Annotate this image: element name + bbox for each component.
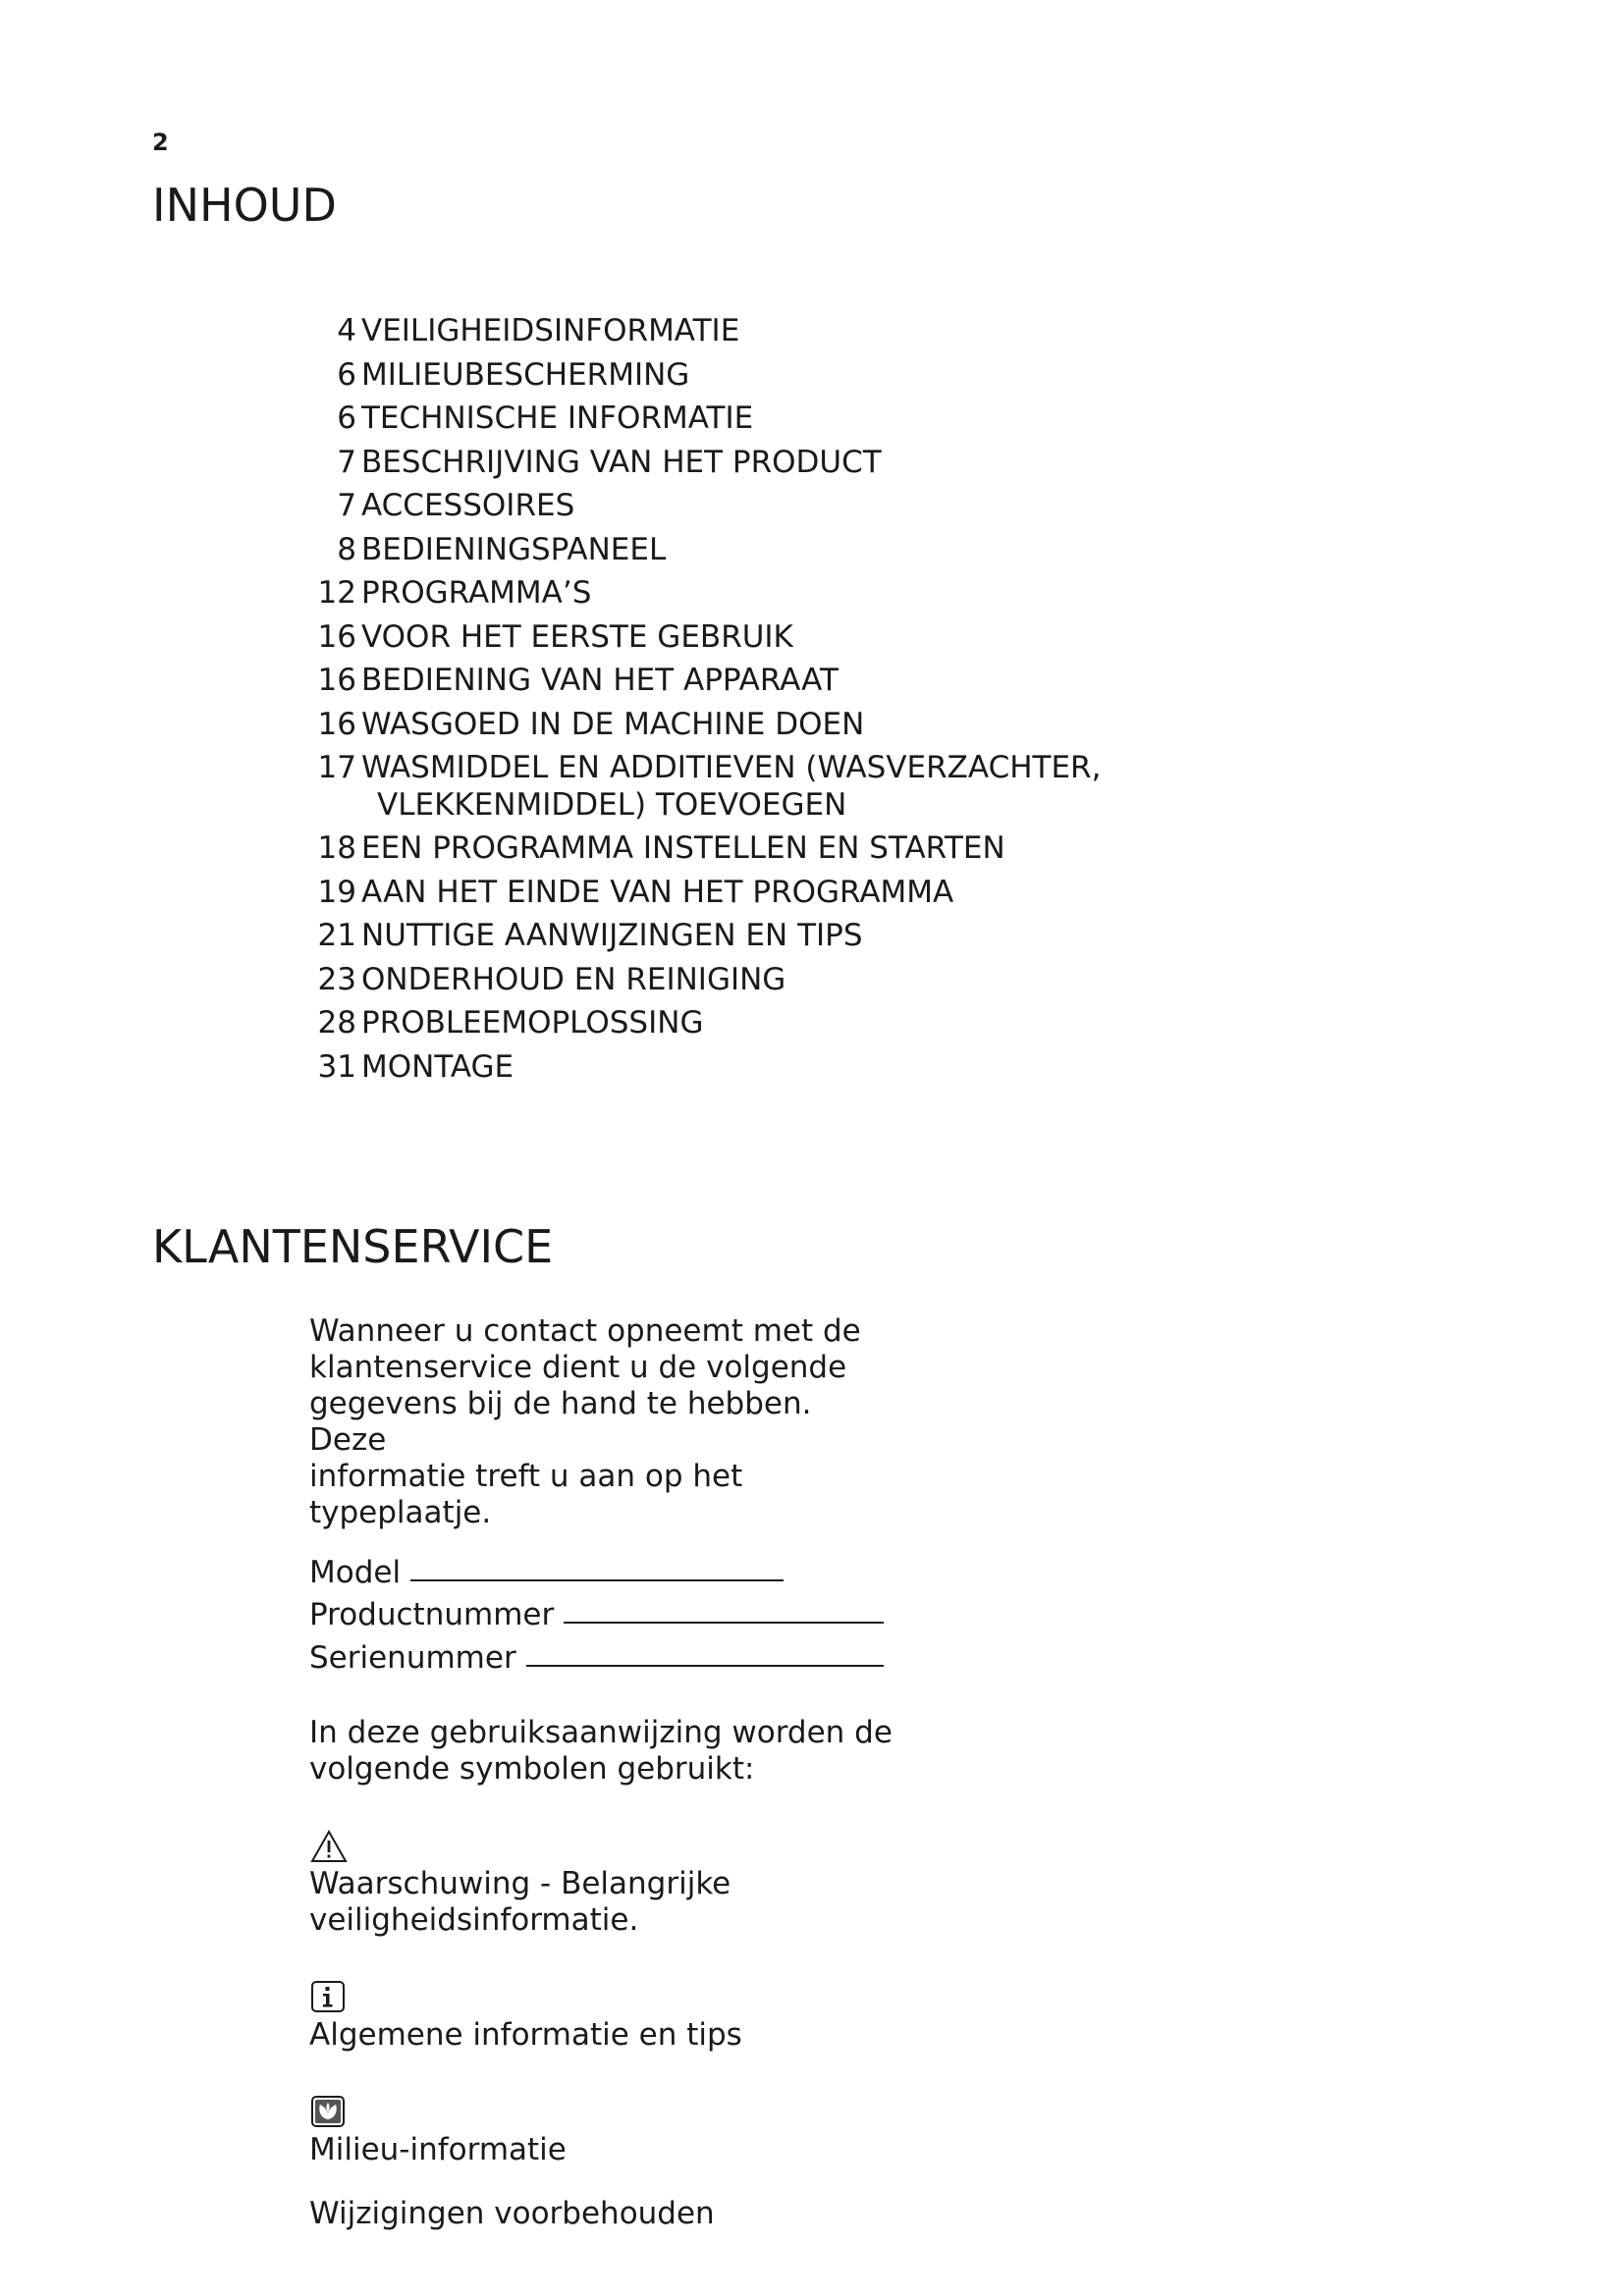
product-fields bbox=[309, 1547, 884, 1676]
klantenservice-section bbox=[309, 1313, 918, 2232]
productnummer-fill-line bbox=[564, 1622, 884, 1624]
toc-page-number: 23 bbox=[317, 961, 356, 997]
info-symbol-block bbox=[309, 1980, 918, 2054]
intro-line: typeplaatje. bbox=[309, 1495, 492, 1530]
toc-page-number: 19 bbox=[317, 874, 356, 910]
environment-leaf-icon bbox=[309, 2095, 349, 2130]
toc-title: TECHNISCHE INFORMATIE bbox=[361, 400, 754, 436]
info-text-line: Algemene informatie en tips bbox=[309, 2016, 742, 2053]
toc-page-number: 16 bbox=[317, 706, 356, 742]
intro-line: gegevens bij de hand te hebben. Deze bbox=[309, 1386, 812, 1458]
toc-page-number: 6 bbox=[337, 400, 356, 436]
toc-title: PROBLEEMOPLOSSING bbox=[361, 1005, 704, 1041]
intro-line: klantenservice dient u de volgende bbox=[309, 1350, 847, 1385]
toc-entry[interactable] bbox=[311, 917, 1195, 961]
toc-title: AAN HET EINDE VAN HET PROGRAMMA bbox=[361, 874, 954, 910]
toc-title: EEN PROGRAMMA INSTELLEN EN STARTEN bbox=[361, 830, 1005, 866]
environment-symbol-block bbox=[309, 2095, 918, 2168]
environment-text-line: Milieu-informatie bbox=[309, 2131, 567, 2167]
symbols-intro-line: volgende symbolen gebruikt: bbox=[309, 1750, 755, 1787]
toc-title: VEILIGHEIDSINFORMATIE bbox=[361, 313, 740, 348]
toc-entry[interactable] bbox=[311, 444, 1195, 488]
footer-note-block bbox=[309, 2196, 918, 2232]
toc-page-number: 28 bbox=[317, 1005, 356, 1041]
toc-entry[interactable] bbox=[311, 1004, 1195, 1048]
toc-entry[interactable] bbox=[311, 874, 1195, 918]
intro-line: informatie treft u aan op het bbox=[309, 1459, 743, 1494]
toc-heading: INHOUD bbox=[152, 179, 337, 232]
toc-page-number: 4 bbox=[337, 313, 356, 348]
serienummer-fill-line bbox=[526, 1665, 884, 1667]
toc-title: MILIEUBESCHERMING bbox=[361, 356, 690, 393]
toc-entry[interactable] bbox=[311, 356, 1195, 400]
toc-title: BEDIENINGSPANEEL bbox=[361, 531, 667, 567]
toc-title: ACCESSOIRES bbox=[361, 488, 575, 523]
toc-title: VOOR HET EERSTE GEBRUIK bbox=[361, 618, 793, 655]
model-field bbox=[309, 1547, 884, 1590]
toc-title bbox=[356, 749, 1101, 829]
intro-line: Wanneer u contact opneemt met de bbox=[309, 1313, 861, 1349]
warning-triangle-icon bbox=[309, 1829, 349, 1864]
toc-entry[interactable] bbox=[311, 312, 1195, 356]
toc-title-continuation: VLEKKENMIDDEL) TOEVOEGEN bbox=[377, 787, 847, 823]
toc-page-number: 16 bbox=[317, 618, 356, 655]
page-number: 2 bbox=[152, 129, 169, 156]
toc-title: MONTAGE bbox=[361, 1048, 514, 1085]
toc-title: BESCHRIJVING VAN HET PRODUCT bbox=[361, 444, 882, 480]
toc-page-number: 21 bbox=[317, 918, 356, 953]
toc-page-number: 17 bbox=[317, 750, 356, 785]
serienummer-label: Serienummer bbox=[309, 1639, 516, 1676]
toc-entry[interactable] bbox=[311, 749, 1195, 829]
toc-page-number: 7 bbox=[337, 444, 356, 480]
warning-text-line: Waarschuwing - Belangrijke bbox=[309, 1865, 731, 1901]
klantenservice-intro bbox=[309, 1313, 889, 1531]
toc-title: PROGRAMMA’S bbox=[361, 575, 592, 611]
toc-title: WASGOED IN DE MACHINE DOEN bbox=[361, 706, 865, 742]
toc-title: BEDIENING VAN HET APPARAAT bbox=[361, 663, 839, 698]
toc-entry[interactable] bbox=[311, 487, 1195, 531]
toc-entry[interactable] bbox=[311, 961, 1195, 1005]
model-fill-line bbox=[410, 1579, 784, 1581]
serienummer-field bbox=[309, 1632, 884, 1676]
toc-page-number: 18 bbox=[317, 830, 356, 866]
toc-entry[interactable] bbox=[311, 706, 1195, 750]
toc-entry[interactable] bbox=[311, 829, 1195, 874]
toc-page-number: 12 bbox=[317, 575, 356, 611]
footer-note: Wijzigingen voorbehouden bbox=[309, 2195, 715, 2231]
toc-entry[interactable] bbox=[311, 400, 1195, 444]
info-icon bbox=[309, 1980, 349, 2015]
toc-title-line: WASMIDDEL EN ADDITIEVEN (WASVERZACHTER, bbox=[361, 750, 1102, 785]
productnummer-label: Productnummer bbox=[309, 1597, 555, 1632]
toc-entry[interactable] bbox=[311, 531, 1195, 575]
productnummer-field bbox=[309, 1590, 884, 1633]
symbols-intro bbox=[309, 1715, 918, 1788]
toc-page-number: 6 bbox=[337, 356, 356, 393]
toc-page-number: 7 bbox=[337, 488, 356, 523]
toc-entry[interactable] bbox=[311, 574, 1195, 618]
table-of-contents bbox=[311, 312, 1195, 1092]
klantenservice-heading: KLANTENSERVICE bbox=[152, 1220, 554, 1273]
toc-title: ONDERHOUD EN REINIGING bbox=[361, 961, 786, 997]
warning-symbol-block bbox=[309, 1829, 918, 1939]
toc-title: NUTTIGE AANWIJZINGEN EN TIPS bbox=[361, 918, 863, 953]
toc-page-number: 8 bbox=[337, 531, 356, 567]
toc-page-number: 31 bbox=[317, 1048, 356, 1085]
toc-entry[interactable] bbox=[311, 618, 1195, 663]
model-label: Model bbox=[309, 1554, 402, 1590]
toc-entry[interactable] bbox=[311, 662, 1195, 706]
warning-text-line: veiligheidsinformatie. bbox=[309, 1901, 639, 1938]
toc-entry[interactable] bbox=[311, 1048, 1195, 1093]
symbols-intro-line: In deze gebruiksaanwijzing worden de bbox=[309, 1714, 893, 1750]
toc-page-number: 16 bbox=[317, 663, 356, 698]
